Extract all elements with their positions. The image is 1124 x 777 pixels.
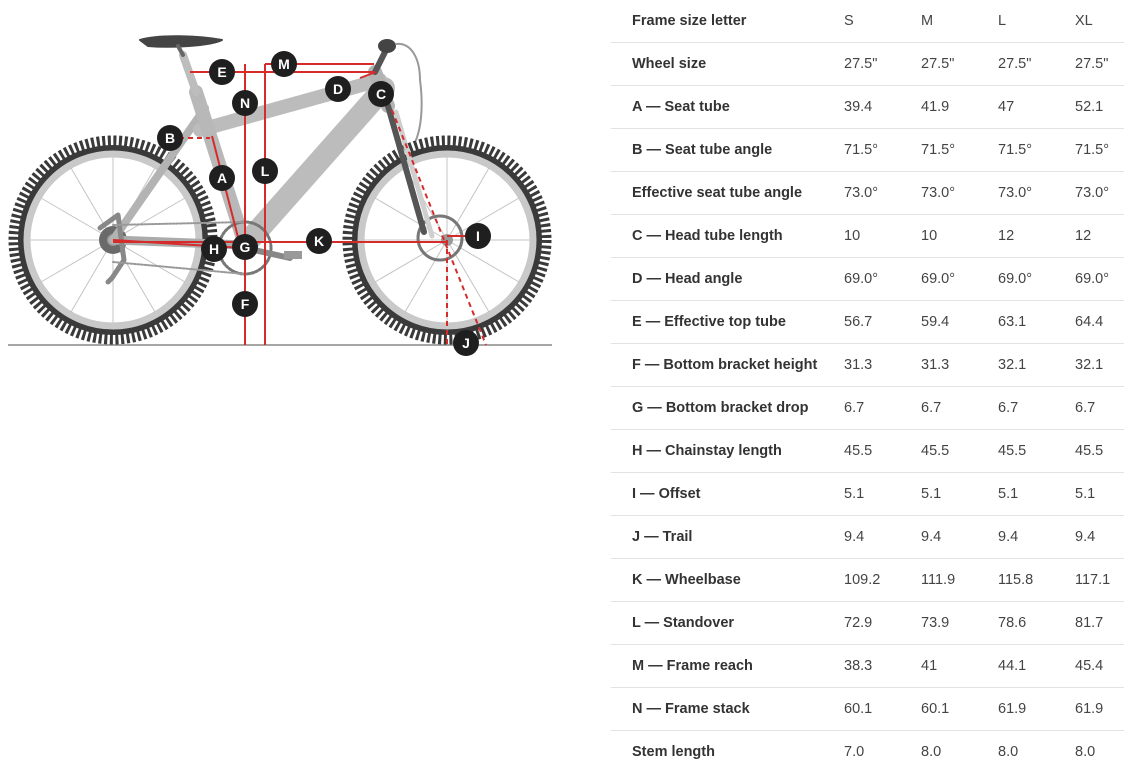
row-value: 38.3 [844,645,921,688]
row-value: 6.7 [844,387,921,430]
svg-text:F: F [240,296,250,312]
table-row [611,602,1124,645]
svg-text:G: G [239,239,251,255]
row-value: 32.1 [998,344,1075,387]
row-label: G — Bottom bracket drop [611,387,844,430]
svg-text:B: B [164,130,176,146]
row-label: A — Seat tube [611,86,844,129]
table-row [611,688,1124,731]
row-value: 9.4 [1075,516,1124,559]
row-value: 109.2 [844,559,921,602]
row-value: 27.5" [844,43,921,86]
row-value: 45.5 [921,430,998,473]
row-value: 73.0° [921,172,998,215]
bike-geometry-diagram [0,0,560,370]
marker-b [157,125,183,151]
marker-h [201,236,227,262]
row-value: 60.1 [844,688,921,731]
row-value: 44.1 [998,645,1075,688]
row-value: 5.1 [921,473,998,516]
table-row [611,86,1124,129]
marker-i [465,223,491,249]
svg-text:L: L [260,163,270,179]
row-label: H — Chainstay length [611,430,844,473]
row-value: 5.1 [844,473,921,516]
row-value: 31.3 [844,344,921,387]
table-row [611,473,1124,516]
table-row [611,430,1124,473]
row-value: 12 [1075,215,1124,258]
row-value: 69.0° [1075,258,1124,301]
row-value: 73.0° [1075,172,1124,215]
row-value: 10 [844,215,921,258]
row-value: 5.1 [998,473,1075,516]
marker-g [232,234,258,260]
row-label: J — Trail [611,516,844,559]
size-xl-header: XL [1075,0,1124,43]
row-value: 81.7 [1075,602,1124,645]
table-row [611,645,1124,688]
table-row [611,215,1124,258]
svg-text:C: C [375,86,387,102]
table-row [611,344,1124,387]
row-label: M — Frame reach [611,645,844,688]
row-value: 69.0° [844,258,921,301]
svg-text:I: I [476,228,480,244]
row-label: L — Standover [611,602,844,645]
marker-m [271,51,297,77]
table-row [611,559,1124,602]
header-label: Frame size letter [611,0,844,43]
row-label: C — Head tube length [611,215,844,258]
row-value: 9.4 [844,516,921,559]
row-value: 27.5" [921,43,998,86]
row-value: 60.1 [921,688,998,731]
row-value: 9.4 [998,516,1075,559]
row-label: F — Bottom bracket height [611,344,844,387]
table-row [611,43,1124,86]
table-header-row [611,0,1124,43]
svg-text:E: E [217,64,227,80]
size-l-header: L [998,0,1075,43]
row-value: 78.6 [998,602,1075,645]
row-value: 73.0° [998,172,1075,215]
row-label: N — Frame stack [611,688,844,731]
table-row [611,172,1124,215]
geometry-table [611,0,1124,773]
row-value: 39.4 [844,86,921,129]
row-value: 69.0° [998,258,1075,301]
row-label: Stem length [632,744,715,760]
row-value: 45.5 [998,430,1075,473]
row-value: 71.5° [998,129,1075,172]
row-value: 7.0 [844,744,865,760]
row-value: 72.9 [844,602,921,645]
row-value: 115.8 [998,559,1075,602]
row-value: 31.3 [921,344,998,387]
table-row [611,129,1124,172]
marker-k [306,228,332,254]
row-value: 8.0 [1075,744,1096,760]
svg-text:N: N [239,95,251,111]
size-m-header: M [921,0,998,43]
row-value: 52.1 [1075,86,1124,129]
geometry-table-body [611,0,1124,773]
marker-f [232,291,258,317]
row-value: 47 [998,86,1075,129]
row-value: 64.4 [1075,301,1124,344]
row-value: 117.1 [1075,559,1124,602]
row-label: K — Wheelbase [611,559,844,602]
row-value: 6.7 [921,387,998,430]
marker-c [368,81,394,107]
table-row [611,516,1124,559]
size-s-header: S [844,0,921,43]
row-label: D — Head angle [611,258,844,301]
row-value: 9.4 [921,516,998,559]
svg-text:K: K [313,233,325,249]
row-value: 61.9 [1075,688,1124,731]
row-value: 27.5" [1075,43,1124,86]
row-value: 69.0° [921,258,998,301]
svg-text:H: H [208,241,220,257]
row-value: 73.9 [921,602,998,645]
marker-l [252,158,278,184]
marker-d [325,76,351,102]
row-label: I — Offset [611,473,844,516]
row-value: 56.7 [844,301,921,344]
row-value: 45.5 [844,430,921,473]
row-value: 12 [998,215,1075,258]
svg-text:A: A [216,170,228,186]
row-value: 41.9 [921,86,998,129]
row-value: 5.1 [1075,473,1124,516]
row-value: 71.5° [1075,129,1124,172]
row-value: 6.7 [1075,387,1124,430]
row-value: 71.5° [921,129,998,172]
marker-a [209,165,235,191]
row-label: B — Seat tube angle [611,129,844,172]
row-value: 27.5" [998,43,1075,86]
row-value: 41 [921,645,998,688]
row-value: 10 [921,215,998,258]
row-label: Wheel size [611,43,844,86]
row-value: 8.0 [921,744,942,760]
svg-text:D: D [332,81,344,97]
row-value: 73.0° [844,172,921,215]
svg-text:J: J [462,335,470,351]
marker-j [453,330,479,356]
row-value: 45.4 [1075,645,1124,688]
row-value: 59.4 [921,301,998,344]
marker-e [209,59,235,85]
row-value: 32.1 [1075,344,1124,387]
row-label: Effective seat tube angle [611,172,844,215]
table-row [611,258,1124,301]
table-row [611,301,1124,344]
row-label: E — Effective top tube [611,301,844,344]
table-row [611,731,1124,774]
marker-n [232,90,258,116]
row-value: 111.9 [921,559,998,602]
row-value: 6.7 [998,387,1075,430]
table-row [611,387,1124,430]
svg-text:M: M [278,56,290,72]
row-value: 63.1 [998,301,1075,344]
row-value: 45.5 [1075,430,1124,473]
row-value: 8.0 [998,744,1019,760]
row-value: 71.5° [844,129,921,172]
row-value: 61.9 [998,688,1075,731]
